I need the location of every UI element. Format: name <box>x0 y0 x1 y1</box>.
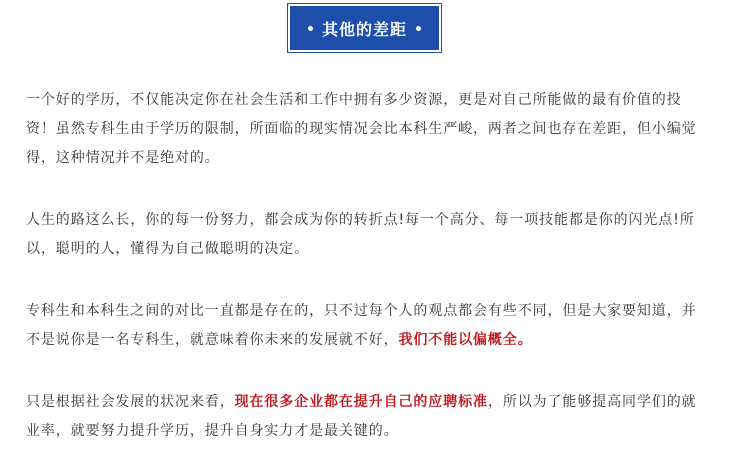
paragraph-4-text-start: 只是根据社会发展的状况来看， <box>26 394 235 410</box>
paragraph-4-highlight: 现在很多企业都在提升自己的应聘标准 <box>234 394 488 410</box>
section-header-frame <box>287 3 442 53</box>
paragraph-3-text: 专科生和本科生之间的对比一直都是存在的，只不过每个人的观点都会有些不同，但是大家要知道，并不是说你是一名专科生，就意味着你未来的发展就不好， <box>26 303 697 348</box>
section-header-badge <box>290 6 439 50</box>
section-title: 其他的差距 <box>321 19 407 39</box>
paragraph-4-text-end: ，所以为了能够提高同学们的就业率，就要努力提升学历，提升自身实力才是最关键的。 <box>26 394 697 439</box>
paragraph-1: 一个好的学历，不仅能决定你在社会生活和工作中拥有多少资源，更是对自己所能做的最有价值的投资！虽然专科生由于学历的限制，所面临的现实情况会比本科生严峻，两者之间也存在差距，但小编觉得，这种情况并不是绝对的。 <box>26 92 697 166</box>
paragraph-4 <box>26 388 706 446</box>
paragraph-3 <box>26 297 706 355</box>
paragraph-2: 人生的路这么长，你的每一份努力，都会成为你的转折点!每一个高分、每一项技能都是你的闪光点!所以，聪明的人，懂得为自己做聪明的决定。 <box>26 212 695 257</box>
paragraph-3-highlight: 我们不能以偏概全。 <box>398 332 533 348</box>
right-dot-icon <box>416 26 421 31</box>
left-dot-icon <box>308 26 313 31</box>
